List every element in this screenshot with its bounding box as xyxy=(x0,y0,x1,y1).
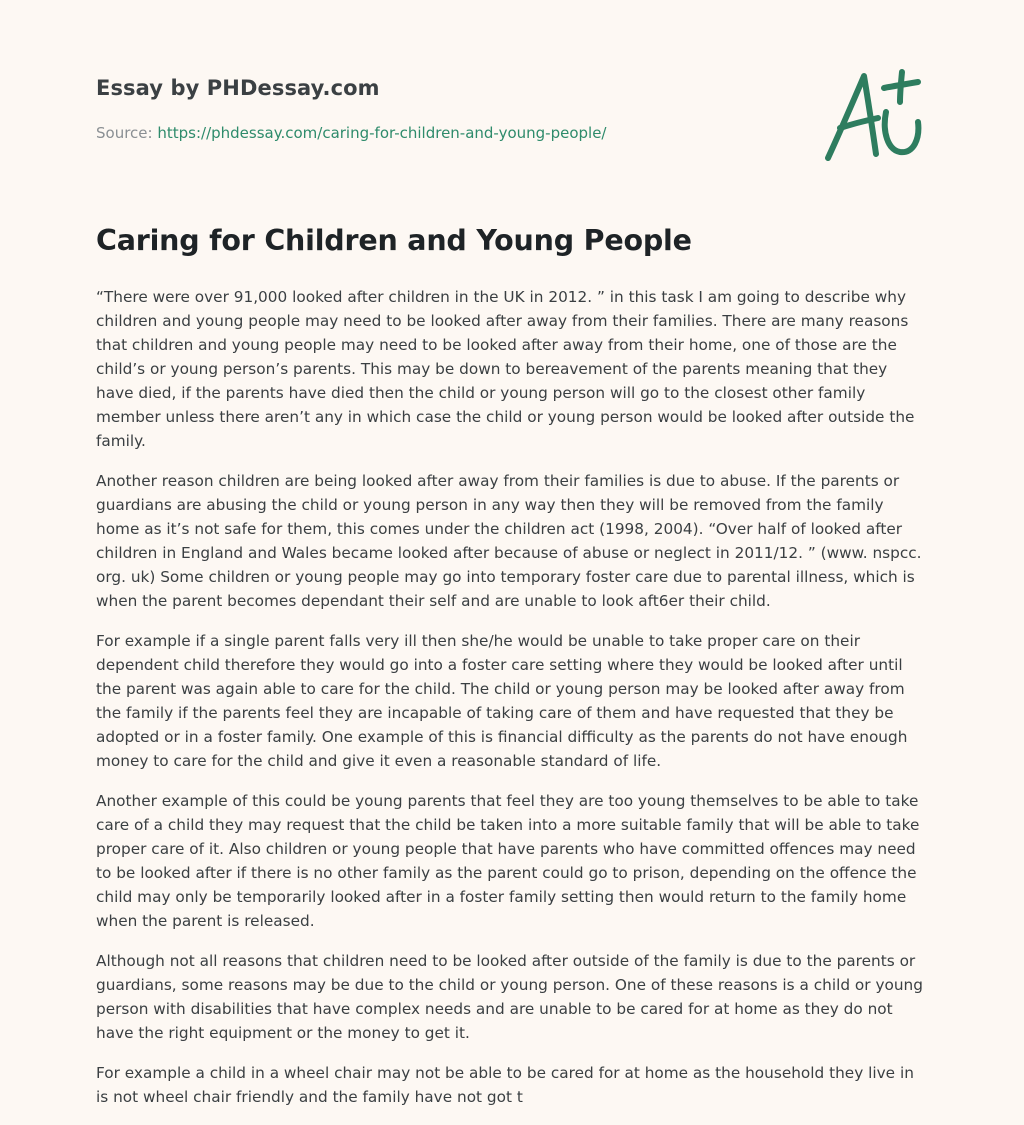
source-label: Source: xyxy=(96,124,153,142)
essay-title: Caring for Children and Young People xyxy=(96,224,692,257)
essay-body xyxy=(96,285,928,1125)
source-line xyxy=(96,124,606,142)
essay-paragraph: For example a child in a wheel chair may not be able to be cared for at home as the household they live in is not wheel chair friendly and the family have not got t xyxy=(96,1064,914,1106)
essay-paragraph: Another example of this could be young parents that feel they are too young themselves to be able to take care of a child they may request that the child be taken into a more suitable family that will be able to take proper care of it. Also children or young people that have parents who have committed offences may need to be looked after if there is no other family as the parent could go to prison, depending on the offence the child may only be temporarily looked after in a foster family setting then would return to the family home when the parent is released. xyxy=(96,792,920,930)
essay-paragraph: Another reason children are being looked after away from their families is due to abuse. If the parents or guardians are abusing the child or young person in any way then they will be removed from the family home as it’s not safe for them, this comes under the children act (1998, 2004). “Over half of looked after children in England and Wales became looked after because of abuse or neglect in 2011/12. ” (www. nspcc. org. uk) Some children or young people may go into temporary foster care due to parental illness, which is when the parent becomes dependant their self and are unable to look aft6er their child. xyxy=(96,472,922,610)
a-plus-logo-icon xyxy=(822,66,928,166)
a-plus-logo-svg xyxy=(822,66,928,166)
essay-paragraph: For example if a single parent falls very ill then she/he would be unable to take proper care on their dependent child therefore they would go into a foster care setting where they would be looked after until the parent was again able to care for the child. The child or young person may be looked after away from the family if the parents feel they are incapable of taking care of them and have requested that they be adopted or in a foster family. One example of this is financial difficulty as the parents do not have enough money to care for the child and give it even a reasonable standard of life. xyxy=(96,632,908,770)
essay-paragraph: “There were over 91,000 looked after children in the UK in 2012. ” in this task I am going to describe why children and young people may need to be looked after away from their families. There are many reasons that children and young people may need to be looked after away from their home, one of those are the child’s or young person’s parents. This may be down to bereavement of the parents meaning that they have died, if the parents have died then the child or young person will go to the closest other family member unless there aren’t any in which case the child or young person would be looked after outside the family. xyxy=(96,288,915,450)
site-brand: Essay by PHDessay.com xyxy=(96,76,380,100)
essay-paragraph: Although not all reasons that children need to be looked after outside of the family is due to the parents or guardians, some reasons may be due to the child or young person. One of these reasons is a child or young person with disabilities that have complex needs and are unable to be cared for at home as they do not have the right equipment or the money to get it. xyxy=(96,952,923,1042)
source-link[interactable]: https://phdessay.com/caring-for-children-and-young-people/ xyxy=(157,124,607,142)
